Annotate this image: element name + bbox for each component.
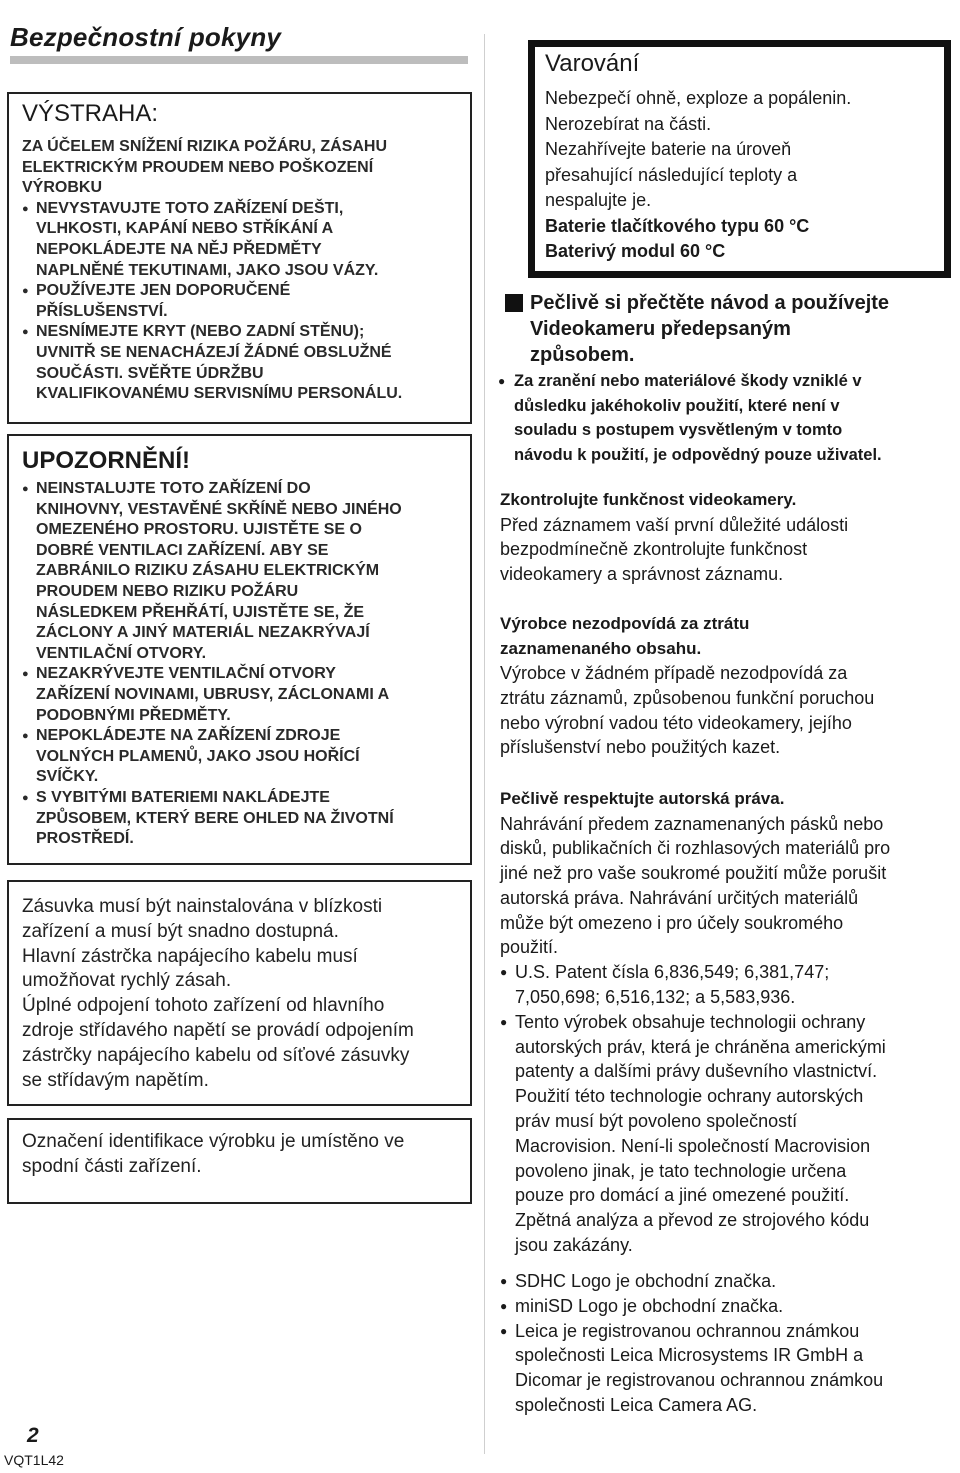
warning-heading: VÝSTRAHA: bbox=[22, 100, 159, 127]
caution-item-line: VOLNÝCH PLAMENŮ, JAKO JSOU HOŘÍCÍ bbox=[36, 747, 360, 765]
liability-section bbox=[500, 612, 955, 760]
bullet-icon: ● bbox=[22, 730, 29, 743]
copyright-item-line: autorských práv, která je chráněna americkými bbox=[515, 1036, 886, 1057]
trademark-line: SDHC Logo je obchodní značka. bbox=[515, 1271, 777, 1291]
trademark-line: společnosti Leica Camera AG. bbox=[515, 1394, 758, 1415]
socket-line: se střídavým napětím. bbox=[22, 1069, 209, 1091]
copyright-item-line: jsou zakázány. bbox=[515, 1235, 633, 1256]
caution-item-line: PODOBNÝMI PŘEDMĚTY. bbox=[36, 706, 231, 724]
copyright-item-line: Tento výrobek obsahuje technologii ochrany bbox=[515, 1011, 866, 1032]
caution-item-line: NÁSLEDKEM PŘEHŘÁTÍ, UJISTĚTE SE, ŽE bbox=[36, 603, 365, 621]
liability-line: nebo výrobní vadou této videokamery, jejího bbox=[500, 712, 852, 733]
socket-line: zdroje střídavého napětí se provádí odpojením bbox=[22, 1019, 414, 1041]
liability-heading-line: Výrobce nezodpovídá za ztrátu bbox=[500, 614, 750, 633]
socket-line: umožňovat rychlý zásah. bbox=[22, 970, 232, 992]
bullet-icon: ● bbox=[500, 965, 508, 980]
function-check-section bbox=[500, 488, 955, 587]
copyright-line: jiné než pro vaše soukromé použití může porušit bbox=[500, 863, 887, 884]
caution-item-line: ZPŮSOBEM, KTERÝ BERE OHLED NA ŽIVOTNÍ bbox=[36, 809, 394, 827]
danger-line: nespalujte je. bbox=[545, 190, 652, 210]
caution-body bbox=[22, 479, 462, 850]
warning-item-line: NEVYSTAVUJTE TOTO ZAŘÍZENÍ DEŠTI, bbox=[36, 199, 344, 217]
caution-item bbox=[22, 726, 462, 788]
bullet-icon: ● bbox=[22, 285, 29, 298]
care-heading-line: Pečlivě si přečtěte návod a používejte bbox=[530, 292, 890, 314]
bullet-icon: ● bbox=[498, 374, 506, 388]
copyright-line: použití. bbox=[500, 937, 559, 958]
warning-item-line: NAPLNĚNÉ TEKUTINAMI, JAKO JSOU VÁZY. bbox=[36, 261, 379, 279]
warning-intro-line: ELEKTRICKÝM PROUDEM NEBO POŠKOZENÍ bbox=[22, 158, 374, 176]
caution-item-line: DOBRÉ VENTILACI ZAŘÍZENÍ. ABY SE bbox=[36, 541, 329, 559]
bullet-icon: ● bbox=[500, 1014, 508, 1029]
care-note-line: Za zranění nebo materiálové škody vzniklé v bbox=[514, 372, 862, 390]
warning-item-line: PŘÍSLUŠENSTVÍ. bbox=[36, 302, 168, 320]
function-check-line: bezpodmínečně zkontrolujte funkčnost bbox=[500, 539, 808, 560]
care-note-line: souladu s postupem vysvětleným v tomto bbox=[514, 421, 843, 439]
bullet-icon: ● bbox=[22, 202, 29, 215]
section-marker-icon bbox=[505, 294, 523, 312]
bullet-icon: ● bbox=[22, 483, 29, 495]
copyright-line: autorská práva. Nahrávání určitých materiálů bbox=[500, 887, 859, 908]
copyright-line: disků, publikačních či rozhlasových materiálů pro bbox=[500, 838, 891, 859]
copyright-section bbox=[500, 787, 955, 1258]
bullet-icon: ● bbox=[500, 1323, 508, 1338]
column-divider bbox=[484, 34, 485, 1454]
trademark-line: Dicomar je registrovanou ochrannou známkou bbox=[515, 1370, 884, 1391]
liability-heading-line: zaznamenaného obsahu. bbox=[500, 638, 702, 658]
function-check-heading: Zkontrolujte funkčnost videokamery. bbox=[500, 490, 797, 509]
danger-line: Nerozebírat na části. bbox=[545, 113, 712, 134]
model-code: VQT1L42 bbox=[4, 1452, 64, 1468]
copyright-heading: Pečlivě respektujte autorská práva. bbox=[500, 789, 785, 808]
warning-intro-line: VÝROBKU bbox=[22, 179, 103, 197]
danger-line: Nebezpečí ohně, exploze a popálenin. bbox=[545, 88, 852, 108]
care-note-line: důsledku jakéhokoliv použití, které není v bbox=[514, 396, 840, 415]
trademark-item bbox=[500, 1294, 955, 1319]
caution-item-line: KNIHOVNY, VESTAVĚNÉ SKŘÍNĚ NEBO JINÉHO bbox=[36, 500, 402, 518]
trademark-line: Leica je registrovanou ochrannou známkou bbox=[515, 1320, 860, 1341]
copyright-item bbox=[500, 1010, 955, 1258]
warning-item-line: KVALIFIKOVANÉMU SERVISNÍMU PERSONÁLU. bbox=[36, 385, 403, 403]
function-check-line: Před záznamem vaší první důležité události bbox=[500, 514, 849, 535]
page-title: Bezpečnostní pokyny bbox=[10, 22, 282, 52]
care-heading-line: způsobem. bbox=[530, 344, 635, 366]
warning-intro-line: ZA ÚČELEM SNÍŽENÍ RIZIKA POŽÁRU, ZÁSAHU bbox=[22, 138, 388, 155]
warning-item-line: UVNITŘ SE NENACHÁZEJÍ ŽÁDNÉ OBSLUŽNÉ bbox=[36, 343, 392, 361]
copyright-item-line: U.S. Patent čísla 6,836,549; 6,381,747; bbox=[515, 962, 830, 983]
socket-line: Hlavní zástrčka napájecího kabelu musí bbox=[22, 945, 358, 967]
care-note bbox=[498, 369, 956, 467]
caution-item-line: NEPOKLÁDEJTE NA ZAŘÍZENÍ ZDROJE bbox=[36, 727, 341, 745]
bullet-icon: ● bbox=[22, 791, 29, 804]
caution-item-line: PROSTŘEDÍ. bbox=[36, 830, 134, 848]
caution-item-line: PROUDEM NEBO RIZIKU POŽÁRU bbox=[36, 582, 299, 600]
care-heading-line: Videokameru předepsaným bbox=[530, 318, 791, 340]
bullet-icon: ● bbox=[22, 668, 29, 681]
copyright-item-line: pouze pro domácí a jiné omezené použití. bbox=[515, 1185, 850, 1206]
caution-item-line: NEINSTALUJTE TOTO ZAŘÍZENÍ DO bbox=[36, 480, 311, 497]
bullet-icon: ● bbox=[500, 1298, 508, 1313]
danger-body bbox=[545, 86, 940, 265]
danger-battery-line: Baterivý modul 60 °C bbox=[545, 241, 726, 261]
copyright-line: Nahrávání předem zaznamenaných pásků nebo bbox=[500, 813, 884, 834]
socket-text bbox=[22, 895, 467, 1093]
danger-line: Nezahřívejte baterie na úroveň bbox=[545, 139, 792, 159]
warning-item-line: POUŽÍVEJTE JEN DOPORUČENÉ bbox=[36, 282, 291, 300]
copyright-item-line: Použití této technologie ochrany autorských bbox=[515, 1086, 864, 1107]
danger-battery-line: Baterie tlačítkového typu 60 °C bbox=[545, 215, 810, 236]
warning-item-line: NEPOKLÁDEJTE NA NĚJ PŘEDMĚTY bbox=[36, 240, 322, 258]
trademark-list bbox=[500, 1269, 955, 1418]
caution-item bbox=[22, 788, 462, 850]
bullet-icon: ● bbox=[22, 326, 29, 339]
socket-line: Zásuvka musí být nainstalována v blízkosti bbox=[22, 896, 383, 917]
danger-line: přesahující následující teploty a bbox=[545, 164, 798, 185]
copyright-item-line: Macrovision. Není-li společností Macrovision bbox=[515, 1135, 871, 1156]
caution-heading: UPOZORNĚNÍ! bbox=[22, 447, 190, 474]
warning-item bbox=[22, 281, 462, 322]
copyright-item bbox=[500, 960, 955, 1010]
caution-item-line: NEZAKRÝVEJTE VENTILAČNÍ OTVORY bbox=[36, 665, 336, 683]
warning-item bbox=[22, 322, 462, 404]
warning-intro bbox=[22, 137, 462, 199]
caution-item-line: OMEZENÉHO PROSTORU. UJISTĚTE SE O bbox=[36, 521, 362, 539]
bullet-icon: ● bbox=[500, 1274, 508, 1288]
copyright-item-line: práv musí být povoleno společností bbox=[515, 1111, 798, 1132]
trademark-item bbox=[500, 1269, 955, 1294]
liability-line: Výrobce v žádném případě nezodpovídá za bbox=[500, 663, 848, 683]
trademark-line: společnosti Leica Microsystems IR GmbH a bbox=[515, 1345, 864, 1366]
warning-item-line: NESNÍMEJTE KRYT (NEBO ZADNÍ STĚNU); bbox=[36, 323, 365, 341]
copyright-line: může být omezeno i pro účely soukromého bbox=[500, 912, 844, 933]
caution-item-line: ZAŘÍZENÍ NOVINAMI, UBRUSY, ZÁCLONAMI A bbox=[36, 685, 390, 703]
copyright-item-line: Zpětná analýza a převod ze strojového kódu bbox=[515, 1210, 870, 1231]
label-line: Označení identifikace výrobku je umístěno ve bbox=[22, 1131, 405, 1152]
caution-item-line: SVÍČKY. bbox=[36, 768, 99, 786]
care-note-line: návodu k použití, je odpovědný pouze uživatel. bbox=[514, 445, 882, 464]
copyright-item-line: povoleno jinak, je tato technologie určena bbox=[515, 1160, 847, 1181]
page-number: 2 bbox=[27, 1424, 39, 1447]
product-label-text bbox=[22, 1130, 462, 1180]
caution-item bbox=[22, 664, 462, 726]
caution-item-line: S VYBITÝMI BATERIEMI NAKLÁDEJTE bbox=[36, 788, 330, 806]
warning-item bbox=[22, 199, 462, 281]
warning-body bbox=[22, 137, 462, 405]
warning-item-line: VLHKOSTI, KAPÁNÍ NEBO STŘÍKÁNÍ A bbox=[36, 220, 334, 238]
trademark-line: miniSD Logo je obchodní značka. bbox=[515, 1295, 784, 1316]
liability-line: ztrátu záznamů, způsobenou funkční poruchou bbox=[500, 687, 875, 708]
title-rule bbox=[10, 56, 468, 64]
caution-item-line: VENTILAČNÍ OTVORY. bbox=[36, 644, 207, 662]
liability-line: příslušenství nebo použitých kazet. bbox=[500, 737, 781, 758]
danger-heading: Varování bbox=[545, 50, 640, 77]
function-check-line: videokamery a správnost záznamu. bbox=[500, 564, 784, 585]
trademark-item bbox=[500, 1319, 955, 1418]
caution-item bbox=[22, 479, 462, 664]
socket-line: Úplné odpojení tohoto zařízení od hlavního bbox=[22, 995, 385, 1017]
copyright-item-line: 7,050,698; 6,516,132; a 5,583,936. bbox=[515, 987, 796, 1008]
warning-item-line: SOUČÁSTI. SVĚŘTE ÚDRŽBU bbox=[36, 364, 264, 382]
caution-item-line: ZABRÁNILO RIZIKU ZÁSAHU ELEKTRICKÝM bbox=[36, 562, 380, 580]
copyright-item-line: patenty a dalšími právy duševního vlastnictví. bbox=[515, 1061, 878, 1082]
socket-line: zástrčky napájecího kabelu od síťové zásuvky bbox=[22, 1044, 410, 1066]
label-line: spodní části zařízení. bbox=[22, 1155, 202, 1177]
caution-item-line: ZÁCLONY A JINÝ MATERIÁL NEZAKRÝVAJÍ bbox=[36, 624, 370, 642]
care-heading bbox=[530, 290, 950, 368]
socket-line: zařízení a musí být snadno dostupná. bbox=[22, 920, 339, 942]
